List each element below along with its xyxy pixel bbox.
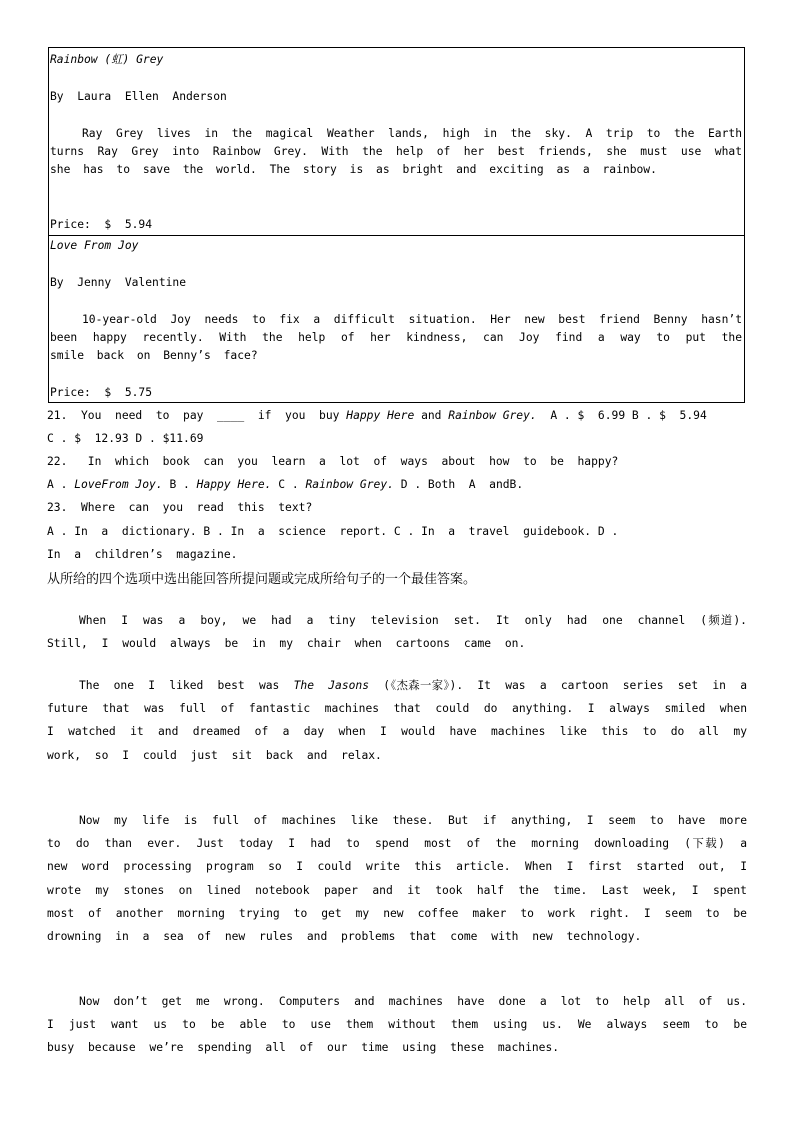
book-card-love-from-joy xyxy=(48,235,745,403)
question-23-options: A . In a dictionary. B . In a science report. C . In a travel guidebook. D . xyxy=(47,525,619,538)
book-description: 10-year-old Joy needs to fix a difficult situation. Her new best friend Benny hasn’t been happy recently. With the help of her kindness, can Joy find a way to put the smile back on Benny’s face? xyxy=(50,313,742,362)
book-price: Price: $ 5.75 xyxy=(50,386,153,399)
book-title: Love From Joy xyxy=(50,239,139,252)
section-instruction: 从所给的四个选项中选出能回答所提问题或完成所给句子的一个最佳答案。 xyxy=(47,572,477,587)
question-21-options: C . $ 12.93 D . $11.69 xyxy=(47,432,204,445)
question-23-options-cont: In a children’s magazine. xyxy=(47,548,238,561)
book-price: Price: $ 5.94 xyxy=(50,218,153,231)
book-description: Ray Grey lives in the magical Weather lands, high in the sky. A trip to the Earth turns Ray Grey into Rainbow Grey. With the help of her best friends, she must use what she has to save the world. The story is as bright and exciting as a rainbow. xyxy=(50,127,742,176)
question-21: 21. You need to pay ____ if you buy Happy Here and Rainbow Grey. A . $ 6.99 B . $ 5.94 xyxy=(47,409,707,422)
question-22: 22. In which book can you learn a lot of ways about how to be happy? xyxy=(47,455,619,468)
question-22-options: A . LoveFrom Joy. B . Happy Here. C . Rainbow Grey. D . Both A andB. xyxy=(47,478,524,491)
book-author: By Laura Ellen Anderson xyxy=(50,90,227,103)
passage-paragraph-1: When I was a boy, we had a tiny television set. It only had one channel (频道). Still, I would always be in my chair when cartoons came on. xyxy=(47,614,747,651)
question-23: 23. Where can you read this text? xyxy=(47,501,313,514)
passage-paragraph-3: Now my life is full of machines like these. But if anything, I seem to have more to do than ever. Just today I had to spend most of the morning downloading (下载) a new word processing program so I could write this article. When I first started out, I wrote my stones on lined notebook paper and it took half the time. Last week, I spent most of another morning trying to get my new coffee maker to work right. I seem to be drowning in a sea of new rules and problems that come with new technology. xyxy=(47,814,747,944)
book-author: By Jenny Valentine xyxy=(50,276,187,289)
passage-paragraph-4: Now don’t get me wrong. Computers and machines have done a lot to help all of us. I just want us to be able to use them without them using us. We always seem to be busy because we’re spending all of our time using these machines. xyxy=(47,995,747,1055)
book-card-rainbow-grey xyxy=(48,47,745,236)
passage-paragraph-2: The one I liked best was The Jasons (《杰森一家》). It was a cartoon series set in a future that was full of fantastic machines that could do anything. I always smiled when I watched it and dreamed of a day when I would have machines like this to do all my work, so I could just sit back and relax. xyxy=(47,679,747,762)
book-title: Rainbow (虹) Grey xyxy=(50,53,164,66)
